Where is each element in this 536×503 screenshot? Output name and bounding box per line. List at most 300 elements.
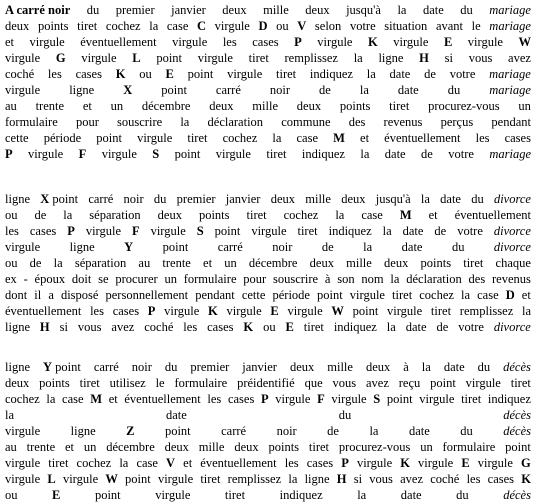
text-word: la [5, 408, 15, 422]
box-code: P [294, 35, 302, 49]
text-word: un [420, 440, 433, 454]
text-word: virgule [85, 224, 121, 238]
text-word: deux [309, 256, 334, 270]
text-word: personnellement [105, 288, 189, 302]
text-word: les [466, 472, 481, 486]
italic-keyword: divorce [493, 192, 531, 206]
text-word: virgule [275, 392, 311, 406]
text-word: tiret [79, 376, 100, 390]
text-line [5, 34, 531, 50]
text-word: procurer [115, 272, 158, 286]
text-word: de [321, 240, 334, 254]
text-word: mille [198, 440, 225, 454]
text-word: remplissez [227, 472, 282, 486]
text-word: un [83, 440, 97, 454]
box-code: D [258, 19, 268, 33]
text-word: premier [190, 360, 230, 374]
text-word: un [164, 272, 177, 286]
text-word: éventuellement [124, 392, 201, 406]
text-word: coché [5, 67, 35, 81]
text-line [5, 66, 531, 82]
text-word: et [5, 35, 15, 49]
text-word: - [23, 272, 28, 286]
text-word: tiret [510, 376, 531, 390]
text-word: premier [176, 192, 216, 206]
text-word: virgule [226, 304, 262, 318]
box-code: V [297, 19, 307, 33]
text-word: carré [93, 360, 119, 374]
text-word: noir [276, 424, 297, 438]
text-word: un [224, 256, 237, 270]
text-word: utilisez [109, 376, 146, 390]
text-word: la [521, 304, 531, 318]
text-word: virgule [227, 67, 263, 81]
text-word: X point [40, 192, 79, 206]
text-word: tiret [308, 440, 330, 454]
text-word: pour [75, 115, 99, 129]
text-word: avez [400, 472, 423, 486]
text-word: époux [34, 272, 66, 286]
text-word: les [207, 392, 222, 406]
box-code: E [165, 67, 174, 81]
text-word: points [37, 19, 69, 33]
text-word: mille [305, 192, 331, 206]
text-word: virgule [155, 488, 191, 502]
box-code: K [208, 304, 218, 318]
text-word: et [183, 456, 193, 470]
text-word: la [360, 147, 370, 161]
text-word: pour [243, 272, 267, 286]
text-word: son [337, 272, 355, 286]
box-code: H [39, 320, 50, 334]
text-word: vous [77, 320, 102, 334]
text-word: la [180, 115, 190, 129]
text-word: que [304, 376, 323, 390]
text-word: revenus [491, 272, 531, 286]
text-word: disposé [60, 288, 99, 302]
text-word: tiret [392, 288, 413, 302]
text-word: du [456, 488, 469, 502]
text-word: virgule [29, 35, 65, 49]
text-line [5, 391, 531, 407]
text-word: point [164, 424, 191, 438]
text-word: cases [75, 67, 102, 81]
text-word: ligne [5, 360, 30, 374]
text-word: décembre [141, 99, 191, 113]
text-line [5, 207, 531, 223]
text-word: cases [112, 304, 140, 318]
text-word: cochez [419, 288, 454, 302]
text-word: tiret [187, 131, 208, 145]
text-word: la [363, 240, 373, 254]
box-code: P [260, 392, 269, 406]
box-code: G [521, 456, 531, 470]
text-line [5, 439, 531, 455]
italic-keyword: mariage [489, 67, 531, 81]
text-word: point [161, 83, 187, 97]
text-word: se [98, 272, 109, 286]
text-word: deux [164, 440, 189, 454]
text-word: la [357, 488, 367, 502]
text-word: souscrire [272, 272, 319, 286]
text-word: au [5, 99, 17, 113]
text-word: virgule [150, 224, 186, 238]
text-word: date [405, 320, 427, 334]
text-word: séparation [74, 256, 127, 270]
text-word: tiret [77, 19, 98, 33]
text-word: vous [369, 472, 393, 486]
text-word: et [428, 208, 438, 222]
text-word: la [386, 320, 396, 334]
text-word: virgule [137, 131, 173, 145]
text-word: il [34, 288, 42, 302]
text-word: cases [487, 472, 515, 486]
text-line [5, 18, 531, 34]
text-word: carré [217, 240, 243, 254]
text-word: tiret [297, 224, 318, 238]
italic-keyword: mariage [489, 147, 531, 161]
text-word: votre [448, 147, 474, 161]
text-word: virgule [5, 424, 41, 438]
text-word: de [34, 208, 47, 222]
text-word: point [174, 147, 201, 161]
box-code: L [132, 51, 141, 65]
text-word: cochez [5, 392, 40, 406]
text-word: vous [468, 51, 493, 65]
text-line [5, 223, 531, 239]
box-code: K [243, 320, 254, 334]
text-word: la [53, 256, 63, 270]
text-word: cochez [76, 456, 112, 470]
text-word: deux [341, 192, 366, 206]
text-word: virgule [356, 456, 393, 470]
text-line [5, 82, 531, 98]
italic-keyword: décès [503, 408, 531, 422]
text-word: nom [361, 272, 384, 286]
text-word: mille [327, 360, 353, 374]
text-word: avez [111, 320, 135, 334]
text-word: janvier [225, 192, 261, 206]
box-code: X [123, 83, 133, 97]
text-word: noir [272, 240, 293, 254]
text-word: votre [449, 67, 476, 81]
text-word: dont [5, 288, 28, 302]
text-word: les [5, 224, 19, 238]
box-code: S [152, 147, 160, 161]
text-word: éventuellement [200, 456, 277, 470]
text-word: du [460, 424, 473, 438]
italic-keyword: décès [503, 424, 531, 438]
text-word: date [440, 192, 461, 206]
text-word: votre [457, 224, 483, 238]
text-word: indiquez [309, 67, 353, 81]
text-word: la [149, 19, 159, 33]
text-line [5, 287, 531, 303]
text-word: ex [5, 272, 17, 286]
text-word: du [153, 192, 167, 206]
box-code: D [505, 288, 515, 302]
text-word: la [359, 83, 369, 97]
box-code: P [341, 456, 349, 470]
box-code: M [333, 131, 345, 145]
text-word: virgule [157, 472, 194, 486]
text-word: virgule [81, 51, 117, 65]
text-word: deux [296, 99, 322, 113]
text-word: point [505, 440, 531, 454]
text-line [5, 303, 531, 319]
text-word: et [64, 440, 74, 454]
text-word: du [477, 360, 491, 374]
italic-keyword: divorce [493, 240, 531, 254]
text-word: ligne [70, 424, 96, 438]
text-word: déclaration [406, 272, 462, 286]
text-word: les [47, 67, 62, 81]
italic-keyword: mariage [489, 83, 531, 97]
box-code: H [336, 472, 347, 486]
text-word: de [424, 67, 436, 81]
text-word: la [288, 472, 298, 486]
text-word: souscrire [117, 115, 163, 129]
text-line [5, 319, 531, 335]
text-word: point [352, 304, 379, 318]
text-line [5, 487, 531, 503]
text-word: revenus [383, 115, 423, 129]
text-word: cases [227, 392, 255, 406]
text-word: à [403, 360, 409, 374]
text-word: virgule [5, 240, 41, 254]
text-word: points [268, 440, 300, 454]
text-word: les [183, 320, 198, 334]
text-word: du [447, 83, 461, 97]
text-word: virgule [215, 147, 251, 161]
text-word: commune [281, 115, 331, 129]
text-line [5, 2, 531, 18]
box-code: A carré noir [5, 3, 71, 17]
paragraph-divorce [5, 191, 531, 335]
text-word: ligne [304, 472, 330, 486]
text-word: ou [5, 488, 18, 502]
text-word: décembre [106, 440, 155, 454]
text-word: préidentifié [237, 376, 295, 390]
text-line [5, 375, 531, 391]
text-word: des [468, 272, 486, 286]
text-word: les [475, 131, 490, 145]
text-word: la [461, 288, 471, 302]
text-word: virgule [164, 304, 200, 318]
text-line [5, 146, 531, 162]
text-word: trente [162, 256, 191, 270]
box-code: G [55, 51, 66, 65]
text-line [5, 455, 531, 471]
text-word: tiret [266, 147, 287, 161]
text-word: virgule [5, 456, 41, 470]
text-word: case [477, 288, 499, 302]
text-word: et [203, 256, 213, 270]
text-word: virgule [101, 147, 137, 161]
text-word: avez [365, 376, 389, 390]
text-word: de [319, 83, 331, 97]
text-word: virgule [317, 35, 353, 49]
text-word: points [420, 256, 452, 270]
box-code: C [197, 19, 207, 33]
text-word: ligne [5, 192, 30, 206]
text-word: du [86, 3, 100, 17]
text-word: deux [5, 19, 30, 33]
text-word: perçus [440, 115, 474, 129]
text-word: doit [71, 272, 92, 286]
text-word: situation [384, 19, 428, 33]
text-word: tiret [463, 256, 484, 270]
text-word: et [82, 99, 92, 113]
text-word: point [386, 392, 413, 406]
text-word: la [397, 3, 407, 17]
text-word: indiquez [328, 224, 372, 238]
text-word: point [125, 472, 151, 486]
text-word: ou [263, 320, 276, 334]
text-word: indiquez [333, 320, 377, 334]
text-word: cases [207, 320, 234, 334]
text-word: les [284, 456, 299, 470]
text-word: éventuellement [5, 304, 82, 318]
text-word: et [360, 131, 370, 145]
text-word: avant [435, 19, 464, 33]
text-word: tiret [303, 320, 324, 334]
text-word: indiquez [301, 147, 345, 161]
text-word: cases [504, 131, 531, 145]
text-word: du [338, 408, 352, 422]
text-word: indiquez [279, 488, 323, 502]
text-word: la [335, 208, 345, 222]
text-word: si [59, 320, 68, 334]
box-code: V [166, 456, 176, 470]
text-word: formulaire [183, 272, 237, 286]
text-word: de [29, 256, 42, 270]
text-word: deux [270, 192, 296, 206]
text-word: points [198, 208, 230, 222]
text-word: la [420, 192, 430, 206]
text-word: Y point [42, 360, 81, 374]
box-code: K [521, 472, 531, 486]
text-word: carré [221, 424, 247, 438]
text-line [5, 271, 531, 287]
paragraph-deces [5, 359, 531, 503]
text-word: mille [252, 99, 278, 113]
text-word: carré [88, 192, 114, 206]
text-line [5, 130, 531, 146]
box-code: M [90, 392, 103, 406]
text-word: de [421, 147, 433, 161]
text-line [5, 471, 531, 487]
text-word: de [434, 224, 447, 238]
box-code: E [270, 304, 279, 318]
box-code: S [196, 224, 204, 238]
text-word: les [222, 35, 237, 49]
text-word: et [521, 288, 531, 302]
text-word: cette [5, 131, 29, 145]
text-word: cases [29, 224, 57, 238]
text-word: point [317, 288, 343, 302]
text-word: la [46, 392, 56, 406]
text-word: si [353, 472, 363, 486]
box-code: Y [124, 240, 134, 254]
text-word: tiret [246, 208, 267, 222]
text-word: virgule [331, 392, 367, 406]
text-word: point [187, 67, 214, 81]
text-word: tiret [200, 472, 221, 486]
text-word: virgule [477, 456, 513, 470]
box-code: M [399, 208, 412, 222]
text-word: case [62, 392, 84, 406]
text-word: procurez-vous [338, 440, 411, 454]
text-word: éventuellement [384, 131, 461, 145]
text-word: la [119, 456, 129, 470]
text-word: cases [252, 35, 279, 49]
text-word: virgule [62, 472, 99, 486]
text-word: ligne [378, 51, 404, 65]
text-word: les [90, 304, 104, 318]
text-word: pendant [491, 115, 531, 129]
box-code: S [373, 392, 381, 406]
text-word: point [430, 376, 456, 390]
text-word: virgule [172, 35, 208, 49]
text-word: date [397, 83, 419, 97]
text-word: tiret [430, 304, 452, 318]
text-word: au [5, 440, 17, 454]
text-word: remplissez [284, 51, 338, 65]
text-word: virgule [197, 51, 233, 65]
text-word: deux [157, 208, 182, 222]
text-word: formulaire [174, 376, 228, 390]
text-word: date [402, 224, 424, 238]
text-word: si [444, 51, 453, 65]
box-code: F [78, 147, 87, 161]
text-word: point [162, 240, 189, 254]
text-word: du [451, 240, 465, 254]
text-word: la [421, 360, 431, 374]
text-line [5, 359, 531, 375]
text-word: deux [384, 256, 409, 270]
text-word: virgule [287, 304, 323, 318]
text-word: pendant [195, 288, 235, 302]
text-word: votre [349, 19, 376, 33]
box-code: P [67, 224, 75, 238]
text-word: mille [346, 256, 372, 270]
text-word: trente [26, 440, 56, 454]
text-word: point [156, 51, 183, 65]
text-word: premier [115, 3, 155, 17]
box-code: F [131, 224, 140, 238]
text-word: virgule [393, 35, 429, 49]
text-line [5, 239, 531, 255]
text-word: date [443, 360, 465, 374]
text-word: virgule [349, 288, 385, 302]
text-line [5, 423, 531, 439]
text-line [5, 191, 531, 207]
text-word: ou [139, 67, 152, 81]
italic-keyword: divorce [493, 224, 531, 238]
italic-keyword: décès [503, 488, 531, 502]
text-word: période [272, 288, 310, 302]
box-code: L [47, 472, 56, 486]
box-code: F [317, 392, 325, 406]
text-word: tiret [224, 488, 246, 502]
text-word: un [518, 99, 531, 113]
text-word: des [348, 115, 366, 129]
box-code: E [443, 35, 453, 49]
text-word: chaque [495, 256, 531, 270]
text-word: virgule [5, 51, 41, 65]
box-code: H [419, 51, 429, 65]
